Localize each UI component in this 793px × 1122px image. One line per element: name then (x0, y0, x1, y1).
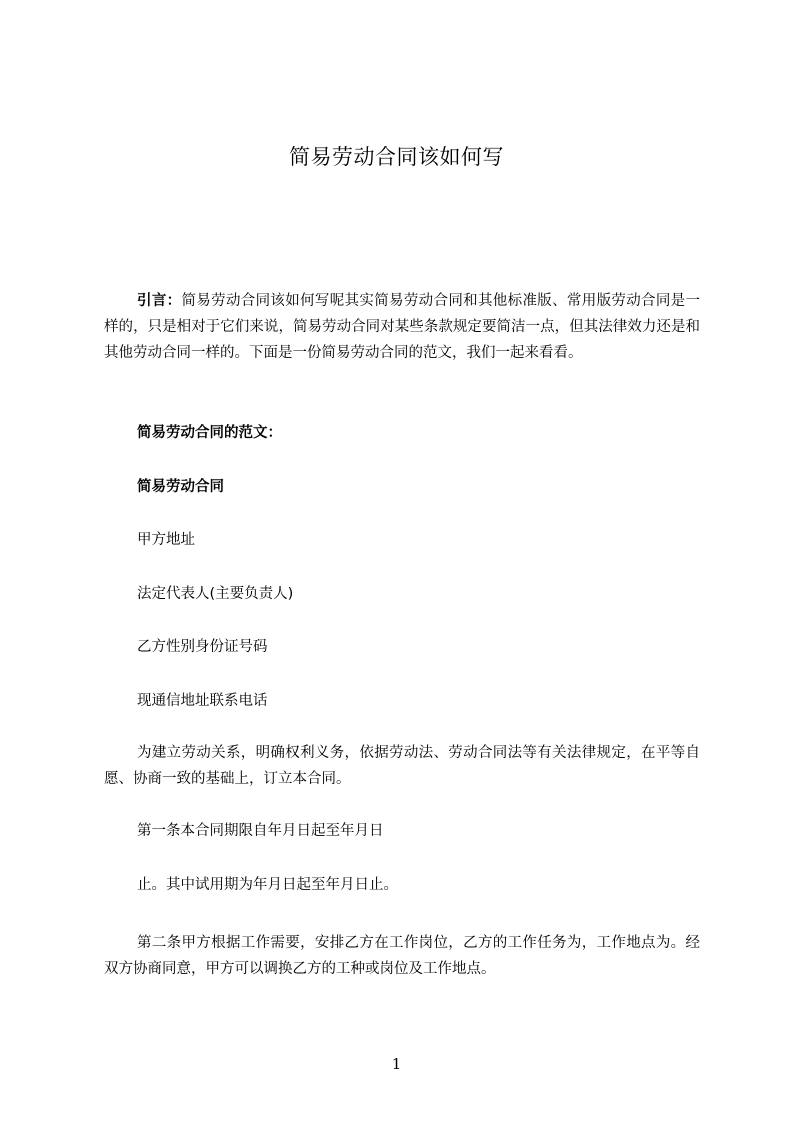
page-number: 1 (391, 1055, 402, 1073)
intro-paragraph (104, 288, 700, 366)
party-b-info: 乙方性别身份证号码 (137, 639, 268, 655)
preamble-paragraph: 为建立劳动关系，明确权利义务，依据劳动法、劳动合同法等有关法律规定，在平等自愿、协商一致的基础上，订立本合同。 (104, 745, 700, 787)
intro-text: 简易劳动合同该如何写呢其实简易劳动合同和其他标准版、常用版劳动合同是一样的，只是相对于它们来说，简易劳动合同对某些条款规定要简洁一点，但其法律效力还是和其他劳动合同一样的。下面是一份简易劳动合同的范文，我们一起来看看。 (104, 293, 701, 361)
document-title: 简易劳动合同该如何写 (289, 145, 504, 169)
party-a-address: 甲方地址 (137, 532, 195, 548)
article-1-line2: 止。其中试用期为年月日起至年月日止。 (137, 877, 398, 893)
contract-title: 简易劳动合同 (137, 479, 224, 495)
intro-label: 引言： (137, 293, 182, 309)
legal-representative: 法定代表人(主要负责人) (137, 586, 294, 602)
sample-heading: 简易劳动合同的范文： (137, 425, 282, 441)
article-1-line1: 第一条本合同期限自年月日起至年月日 (137, 823, 384, 839)
article-2-paragraph: 第二条甲方根据工作需要，安排乙方在工作岗位，乙方的工作任务为，工作地点为。经双方协商同意，甲方可以调换乙方的工种或岗位及工作地点。 (104, 935, 700, 977)
contact-info: 现通信地址联系电话 (137, 693, 268, 709)
